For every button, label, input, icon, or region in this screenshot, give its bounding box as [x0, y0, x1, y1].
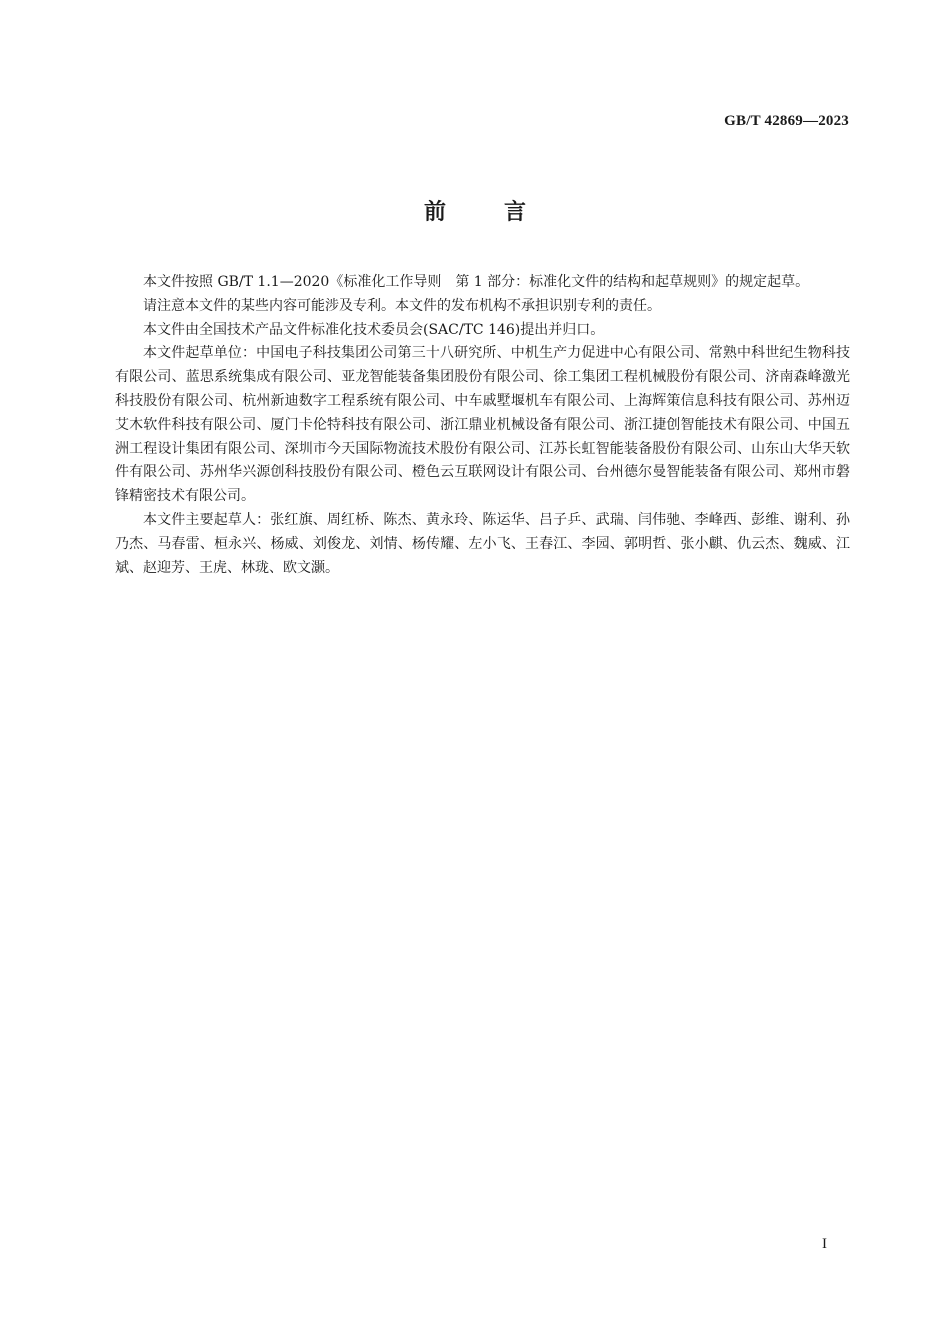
- paragraph-patent-notice: 请注意本文件的某些内容可能涉及专利。本文件的发布机构不承担识别专利的责任。: [143, 297, 661, 314]
- standard-code: GB/T 42869—2023: [724, 113, 849, 129]
- paragraph-drafting-units: 本文件起草单位：中国电子科技集团公司第三十八研究所、中机生产力促进中心有限公司、常熟中科世纪生物科技有限公司、蓝思系统集成有限公司、亚龙智能装备集团股份有限公司、徐工集团工程机械股份有限公司、济南森峰激光科技股份有限公司、杭州新迪数字工程系统有限公司、中车戚墅堰机车有限公司、上海辉策信息科技有限公司、苏州迈艾木软件科技有限公司、厦门卡伦特科技有限公司、浙江鼎业机械设备有限公司、浙江捷创智能技术有限公司、中国五洲工程设计集团有限公司、深圳市今天国际物流技术股份有限公司、江苏长虹智能装备股份有限公司、山东山大华天软件有限公司、苏州华兴源创科技股份有限公司、橙色云互联网设计有限公司、台州德尔曼智能装备有限公司、郑州市磐锋精密技术有限公司。: [115, 345, 850, 505]
- paragraph-drafting-rules: 本文件按照 GB/T 1.1—2020《标准化工作导则 第 1 部分：标准化文件的结构和起草规则》的规定起草。: [143, 274, 810, 290]
- paragraph-proposer: 本文件由全国技术产品文件标准化技术委员会(SAC/TC 146)提出并归口。: [143, 321, 605, 338]
- foreword-body: [115, 271, 850, 580]
- page-title: 前言: [423, 200, 584, 225]
- paragraph-drafters: 本文件主要起草人：张红旗、周红桥、陈杰、黄永玲、陈运华、吕子乒、武瑞、闫伟驰、李峰西、彭维、谢利、孙乃杰、马春雷、桓永兴、杨威、刘俊龙、刘情、杨传耀、左小飞、王春江、李园、郭明哲、张小麒、仇云杰、魏威、江斌、赵迎芳、王虎、林珑、欧文灏。: [115, 511, 850, 576]
- page-number: I: [822, 1236, 827, 1252]
